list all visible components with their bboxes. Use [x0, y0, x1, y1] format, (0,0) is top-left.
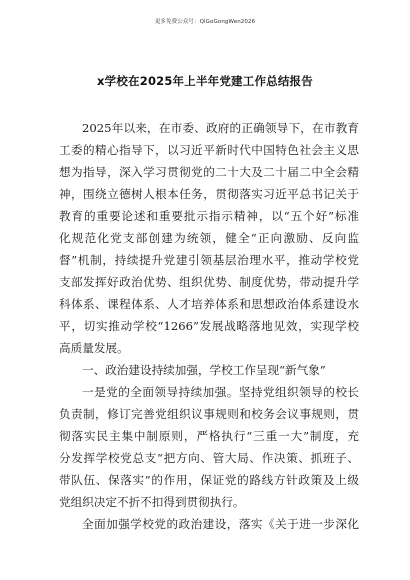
text-line: 督”机制，持续提升党建引领基层治理水平，推动学校党: [59, 253, 359, 267]
text-line: 2025年以来，在市委、政府的正确领导下，在市教育: [82, 121, 359, 135]
document-body: [59, 117, 359, 535]
text-line: 负责制，修订完善党组织议事规则和校务会议事规则，贯: [59, 407, 359, 421]
document-title: x学校在2025年上半年党建工作总结报告: [97, 74, 313, 88]
text-line: 分发挥学校党总支“把方向、管大局、作决策、抓班子、: [59, 451, 359, 465]
text-line: 想为指导，深入学习贯彻党的二十大及二十届二中全会精: [59, 165, 359, 179]
paragraph-3: [59, 513, 359, 535]
text-line: 工委的精心指导下，以习近平新时代中国特色社会主义思: [59, 143, 359, 157]
text-line: 全面加强学校党的政治建设，落实《关于进一步深化: [82, 517, 359, 531]
text-line: 支部发挥好政治优势、组织优势、制度优势，带动提升学: [59, 275, 359, 289]
text-line: 带队伍、保落实”的作用，保证党的路线方针政策及上级: [59, 473, 359, 487]
text-line: 一是党的全面领导持续加强。坚持党组织领导的校长: [82, 385, 359, 399]
text-line: 党组织决定不折不扣得到贯彻执行。: [59, 495, 245, 509]
paragraph-2: [59, 381, 359, 513]
section-heading-1: [59, 359, 359, 381]
text-line: 神，围绕立德树人根本任务，贯彻落实习近平总书记关于: [59, 187, 359, 201]
section-heading: 一、政治建设持续加强，学校工作呈现“新气象”: [82, 363, 326, 377]
text-line: 化规范化党支部创建为统领，健全“正向激励、反向监: [59, 231, 359, 245]
text-line: 教育的重要论述和重要批示指示精神，以“五个好”标准: [59, 209, 359, 223]
header-note: 更多免费公众号：QiGoGongWen2026: [154, 19, 256, 25]
text-line: 平，切实推动学校“1266”发展战略落地见效，实现学校: [59, 319, 359, 333]
text-line: 彻落实民主集中制原则，严格执行“三重一大”制度，充: [59, 429, 359, 443]
text-line: 科体系、课程体系、人才培养体系和思想政治体系建设水: [59, 297, 359, 311]
paragraph-1: [59, 117, 359, 359]
text-line: 高质量发展。: [59, 341, 129, 355]
